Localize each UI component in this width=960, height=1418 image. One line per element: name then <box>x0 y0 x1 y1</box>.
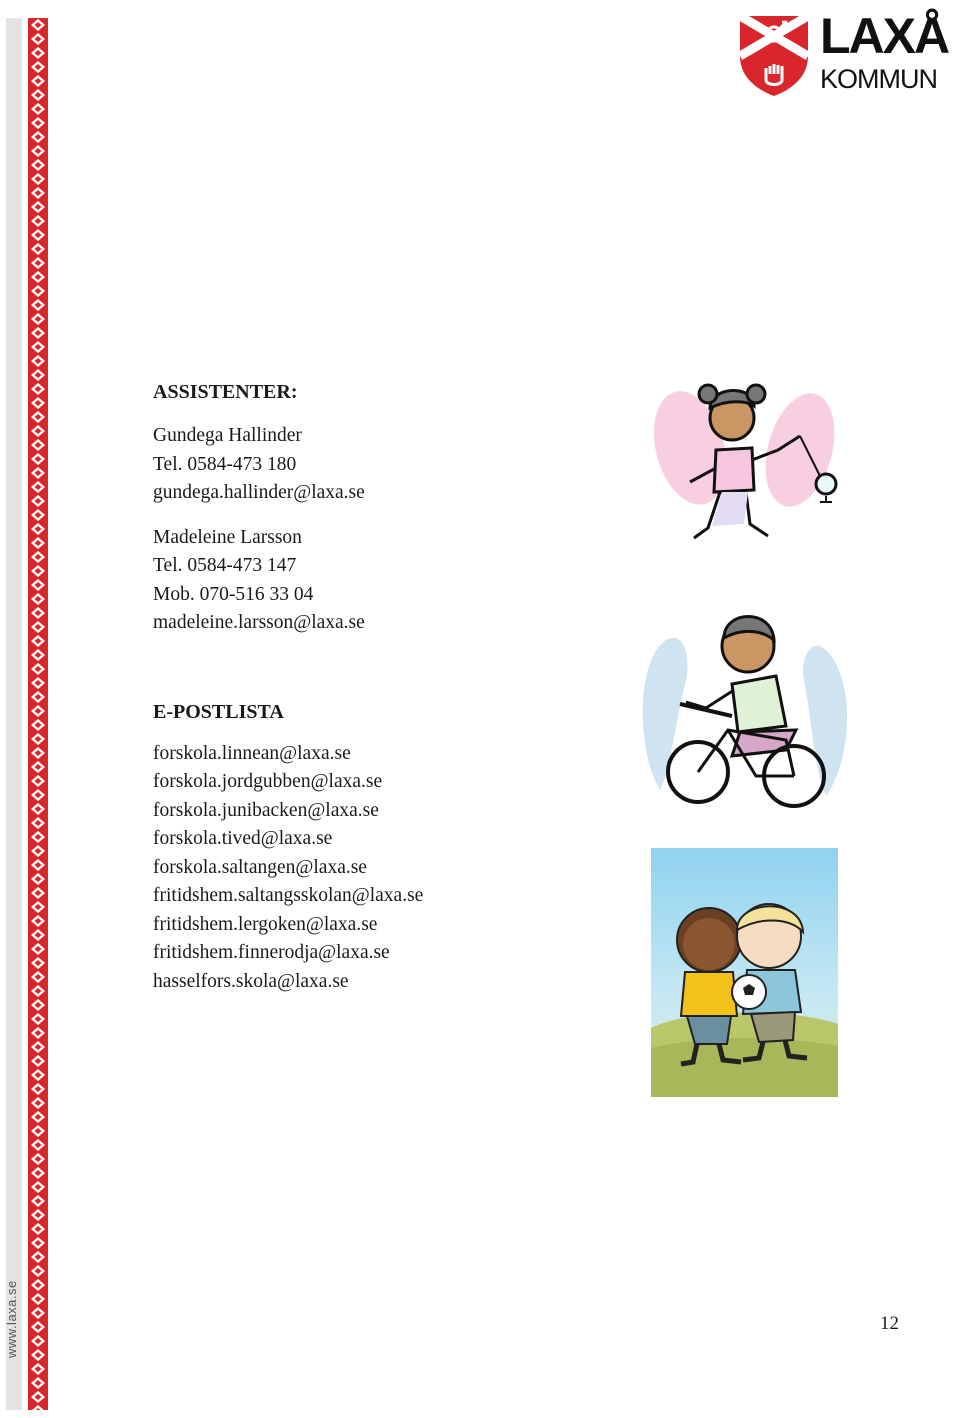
laxa-kommun-logo <box>738 6 960 96</box>
contact-card <box>153 422 593 508</box>
contact-phone: Tel. 0584-473 147 <box>153 555 297 576</box>
page-number: 12 <box>880 1313 899 1334</box>
kids-football-illustration <box>651 848 838 1097</box>
email-list-item[interactable]: forskola.linnean@laxa.se <box>153 742 351 764</box>
coat-of-arms-icon <box>738 10 810 96</box>
red-diamond-pattern <box>28 18 48 1410</box>
main-content <box>153 378 593 996</box>
email-list-item[interactable]: hasselfors.skola@laxa.se <box>153 970 349 992</box>
child-bicycle-illustration <box>636 600 850 812</box>
contact-name: Gundega Hallinder <box>153 425 302 446</box>
email-list-item[interactable]: forskola.junibacken@laxa.se <box>153 799 379 821</box>
logo-text-laxa: LAXÅ <box>820 8 949 64</box>
email-list <box>153 740 593 997</box>
email-list-item[interactable]: forskola.jordgubben@laxa.se <box>153 771 383 792</box>
contact-phone: Tel. 0584-473 180 <box>153 453 297 475</box>
email-list-item[interactable]: fritidshem.saltangsskolan@laxa.se <box>153 885 424 906</box>
side-website-url: www.laxa.se <box>4 1280 19 1358</box>
contact-name: Madeleine Larsson <box>153 526 302 548</box>
grey-border-bar <box>6 18 22 1410</box>
email-list-item[interactable]: fritidshem.finnerodja@laxa.se <box>153 942 390 963</box>
email-list-item[interactable]: forskola.tived@laxa.se <box>153 828 333 849</box>
contact-mobile: Mob. 070-516 33 04 <box>153 583 314 605</box>
email-list-item[interactable]: forskola.saltangen@laxa.se <box>153 856 367 878</box>
logo-text-kommun: KOMMUN <box>820 64 937 94</box>
contact-email[interactable]: gundega.hallinder@laxa.se <box>153 482 365 503</box>
assistants-heading: ASSISTENTER: <box>153 381 298 403</box>
left-border-decoration <box>0 0 50 1418</box>
girl-walking-illustration <box>650 378 846 554</box>
contact-card <box>153 524 593 638</box>
contact-email[interactable]: madeleine.larsson@laxa.se <box>153 612 365 633</box>
email-list-item[interactable]: fritidshem.lergoken@laxa.se <box>153 913 378 935</box>
email-list-heading: E-POSTLISTA <box>153 700 284 723</box>
